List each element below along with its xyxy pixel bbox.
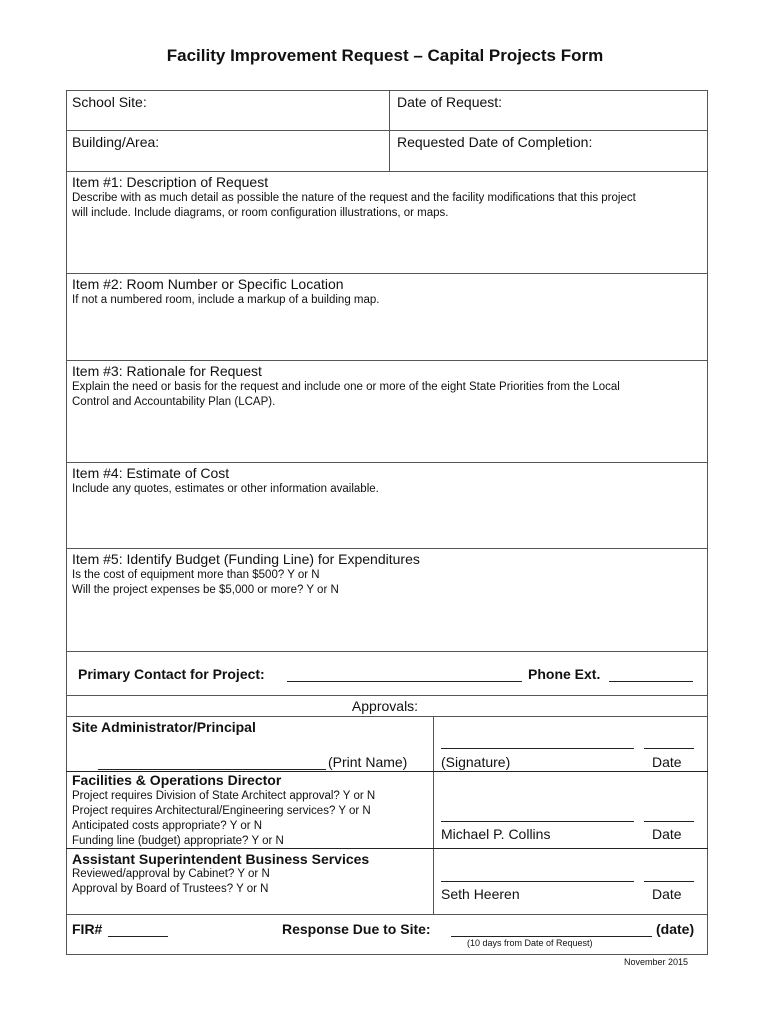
date-label-2: Date: [652, 826, 682, 842]
item-2-heading: Item #2: Room Number or Specific Location: [72, 276, 344, 292]
item-1-line-1: Describe with as much detail as possible the nature of the request and the facility modifications that this project: [72, 192, 636, 204]
item-2-line-1: If not a numbered room, include a markup of a building map.: [72, 294, 380, 306]
item-5-line-2: Will the project expenses be $5,000 or more? Y or N: [72, 584, 339, 596]
approvals-heading: Approvals:: [351, 698, 419, 714]
facilities-line-3: Anticipated costs appropriate? Y or N: [72, 820, 263, 832]
item-4-line-1: Include any quotes, estimates or other information available.: [72, 483, 379, 495]
facilities-line-2: Project requires Architectural/Engineering services? Y or N: [72, 805, 371, 817]
asst-signature-line[interactable]: [441, 881, 634, 882]
signature-line[interactable]: [441, 748, 634, 749]
school-site-label: School Site:: [72, 94, 147, 110]
revision-date: November 2015: [624, 957, 689, 967]
date-label-3: Date: [652, 886, 682, 902]
facilities-name: Michael P. Collins: [441, 826, 551, 842]
asst-name: Seth Heeren: [441, 886, 520, 902]
asst-line-1: Reviewed/approval by Cabinet? Y or N: [72, 868, 270, 880]
response-due-label: Response Due to Site:: [282, 921, 431, 937]
facilities-heading: Facilities & Operations Director: [72, 772, 282, 788]
fir-line[interactable]: [108, 936, 168, 937]
item-5-line-1: Is the cost of equipment more than $500? Y or N: [72, 569, 320, 581]
asst-line-2: Approval by Board of Trustees? Y or N: [72, 883, 269, 895]
item-3-line-2: Control and Accountability Plan (LCAP).: [72, 396, 276, 408]
fir-label: FIR#: [72, 921, 103, 937]
building-area-label: Building/Area:: [72, 134, 160, 150]
date-suffix-label: (date): [656, 921, 695, 937]
item-1-line-2: will include. Include diagrams, or room configuration illustrations, or maps.: [72, 207, 449, 219]
response-due-note: (10 days from Date of Request): [467, 938, 593, 948]
facilities-line-1: Project requires Division of State Architect approval? Y or N: [72, 790, 376, 802]
phone-ext-line[interactable]: [609, 681, 693, 682]
date-of-request-label: Date of Request:: [397, 94, 503, 110]
primary-contact-line[interactable]: [287, 681, 522, 682]
date-line-1[interactable]: [644, 748, 694, 749]
item-4-heading: Item #4: Estimate of Cost: [72, 465, 230, 481]
facilities-signature-line[interactable]: [441, 821, 634, 822]
item-5-heading: Item #5: Identify Budget (Funding Line) for Expenditures: [72, 551, 420, 567]
phone-ext-label: Phone Ext.: [528, 666, 601, 682]
form-title: Facility Improvement Request – Capital Projects Form: [166, 46, 604, 65]
signature-label: (Signature): [441, 754, 511, 770]
asst-superintendent-heading: Assistant Superintendent Business Services: [72, 851, 370, 867]
facilities-line-4: Funding line (budget) appropriate? Y or N: [72, 835, 284, 847]
print-name-label: (Print Name): [328, 754, 408, 770]
item-3-line-1: Explain the need or basis for the request and include one or more of the eight State Priorities from the Local: [72, 381, 620, 393]
date-label-1: Date: [652, 754, 682, 770]
requested-completion-label: Requested Date of Completion:: [397, 134, 593, 150]
response-due-line[interactable]: [451, 936, 652, 937]
item-3-heading: Item #3: Rationale for Request: [72, 363, 262, 379]
date-line-3[interactable]: [644, 881, 694, 882]
item-1-heading: Item #1: Description of Request: [72, 174, 269, 190]
primary-contact-label: Primary Contact for Project:: [78, 666, 265, 682]
print-name-line[interactable]: [98, 769, 326, 770]
date-line-2[interactable]: [644, 821, 694, 822]
site-admin-heading: Site Administrator/Principal: [72, 719, 256, 735]
